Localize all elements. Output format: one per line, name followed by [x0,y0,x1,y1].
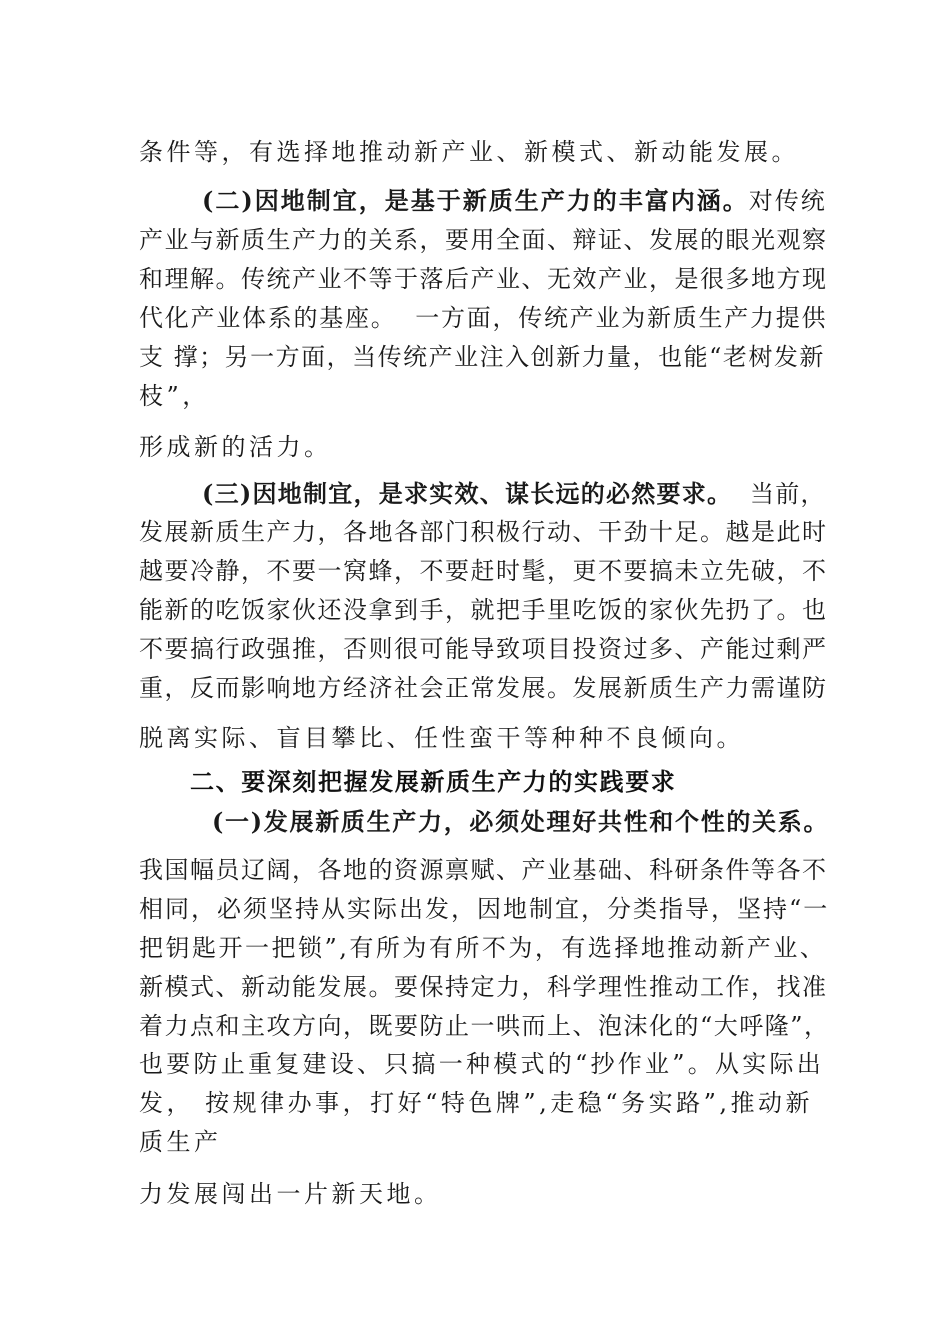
paragraph-line: 枝”， [139,382,210,410]
paragraph-text: 当前， [732,480,826,508]
paragraph-line: 着力点和主攻方向，既要防止一哄而上、泡沫化的“大呼隆”， [139,1012,830,1040]
paragraph-line: 力发展闯出一片新天地。 [139,1180,442,1208]
paragraph-line: 发， 按规律办事，打好“特色牌”,走稳“务实路”,推动新 [139,1089,813,1117]
paragraph-line: 代化产业体系的基座。 一方面，传统产业为新质生产力提供 [139,304,828,332]
section-paragraph-first-line [202,186,827,216]
paragraph-line: 把钥匙开一把锁”,有所为有所不为，有选择地推动新产业、 [139,934,827,962]
paragraph-line: 和理解。传统产业不等于落后产业、无效产业，是很多地方现 [139,265,828,293]
section-paragraph-first-line [202,479,826,509]
paragraph-line: 发展新质生产力，各地各部门积极行动、干劲十足。越是此时 [139,518,828,546]
paragraph-line: 脱离实际、盲目攀比、任性蛮干等种种不良倾向。 [139,724,744,752]
subsection-heading-3: (三)因地制宜，是求实效、谋长远的必然要求。 [202,479,733,508]
paragraph-line: 也要防止重复建设、只搞一种模式的“抄作业”。从实际出 [139,1050,825,1078]
paragraph-line: 相同，必须坚持从实际出发，因地制宜，分类指导，坚持“一 [139,895,830,923]
paragraph-text: 对传统 [748,187,827,215]
paragraph-line: 能新的吃饭家伙还没拿到手，就把手里吃饭的家伙先扔了。也 [139,596,828,624]
paragraph-line: 越要冷静，不要一窝蜂，不要赶时髦，更不要搞未立先破，不 [139,557,828,585]
paragraph-line: 条件等，有选择地推动新产业、新模式、新动能发展。 [139,138,799,166]
section-heading: 二、要深刻把握发展新质生产力的实践要求 [190,768,677,796]
paragraph-line: 产业与新质生产力的关系，要用全面、辩证、发展的眼光观察 [139,226,828,254]
paragraph-line: 不要搞行政强推，否则很可能导致项目投资过多、产能过剩严 [139,635,828,663]
paragraph-line: 我国幅员辽阔，各地的资源禀赋、产业基础、科研条件等各不 [139,856,828,884]
paragraph-line: 重，反而影响地方经济社会正常发展。发展新质生产力需谨防 [139,674,828,702]
subsection-heading-1: (一)发展新质生产力，必须处理好共性和个性的关系。 [212,807,830,836]
paragraph-line: 质生产 [139,1128,222,1156]
paragraph-line: 新模式、新动能发展。要保持定力，科学理性推动工作，找准 [139,973,828,1001]
paragraph-line: 形成新的活力。 [139,433,332,461]
paragraph-line: 支 撑；另一方面，当传统产业注入创新力量，也能“老树发新 [139,343,825,371]
subsection-heading-2: (二)因地制宜，是基于新质生产力的丰富内涵。 [202,186,749,215]
